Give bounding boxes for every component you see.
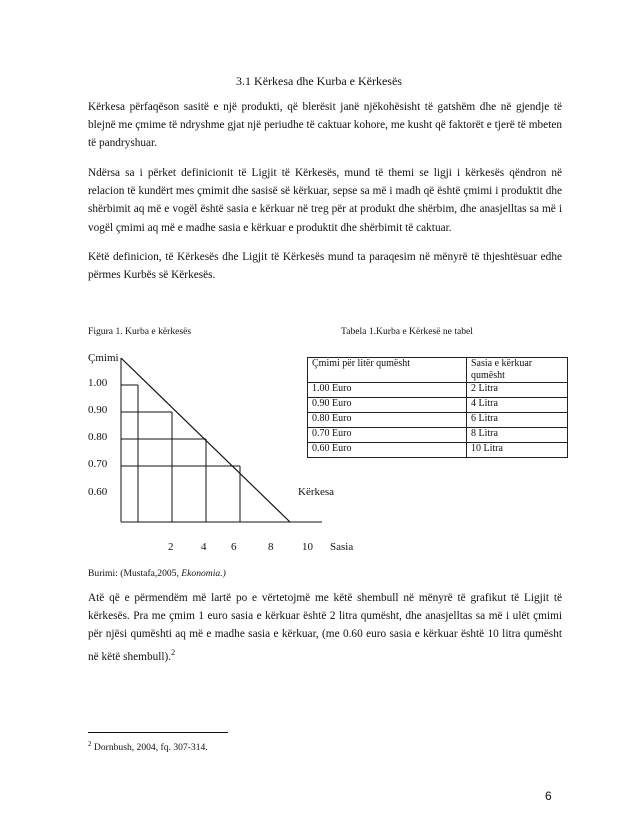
table-row <box>308 398 568 413</box>
series-label: Kërkesa <box>298 486 335 498</box>
table-cell: 0.90 Euro <box>308 398 467 413</box>
y-tick-label: 0.70 <box>88 458 108 470</box>
closing-text: Atë që e përmendëm më lartë po e vërtetojmë me këtë shembull në mënyrë të grafikut të Ligjit të kërkesës. Pra me çmim 1 euro sasia e kërkuar është 2 litra qumësht, dhe anasjelltas sa më i ulët çmimi për njësi qumështi aq më e madhe sasia e kërkuar, (me 0.60 euro sasia e kërkuar është 10 litra qumësht në këtë shembull). <box>88 592 562 663</box>
figure-caption: Figura 1. Kurba e kërkesës <box>88 326 192 337</box>
y-tick-label: 0.90 <box>88 404 108 416</box>
table-cell: 2 Litra <box>467 383 568 398</box>
footnote-number: 2 <box>88 740 92 748</box>
table-cell: 8 Litra <box>467 428 568 443</box>
footnote <box>88 740 208 753</box>
footnote-reference: 2 <box>171 647 176 657</box>
table-row <box>308 383 568 398</box>
table-row <box>308 428 568 443</box>
table-cell: 1.00 Euro <box>308 383 467 398</box>
paragraph-definition: Kërkesa përfaqëson sasitë e një produkti, që blerësit janë njëkohësisht të gatshëm dhe në gjendje të blejnë me çmime të ndryshme gjat një periudhe të caktuar kohore, me kusht që faktorët e tjerë të mbeten të pandryshuar. <box>88 101 562 150</box>
table-header: Çmimi për litër qumësht <box>308 358 467 383</box>
table-cell: 0.70 Euro <box>308 428 467 443</box>
y-tick-label: 0.60 <box>88 486 108 498</box>
table-cell: 0.80 Euro <box>308 413 467 428</box>
x-tick-label: 10 <box>302 541 313 553</box>
section-heading: 3.1 Kërkesa dhe Kurba e Kërkesës <box>236 74 402 88</box>
x-tick-label: 8 <box>268 541 274 553</box>
table-cell: 6 Litra <box>467 413 568 428</box>
x-tick-label: 4 <box>201 541 207 553</box>
page-number: 6 <box>545 789 552 803</box>
figure-source <box>88 568 226 579</box>
y-tick-label: 0.80 <box>88 431 108 443</box>
table-caption: Tabela 1.Kurba e Kërkesë ne tabel <box>341 326 473 337</box>
table-header-row <box>308 358 568 383</box>
demand-table <box>307 357 568 458</box>
source-italic: Ekonomia.) <box>181 568 226 579</box>
table-row <box>308 413 568 428</box>
paragraph-law-of-demand: Ndërsa sa i përket definicionit të Ligjit të Kërkesës, mund të themi se ligji i kërkesës qëndron në relacion të kundërt mes çmimit dhe sasisë së kërkuar, sepse sa më i madh që është çmimi i produktit dhe shërbimit aq më e vogël është sasia e kërkuar në treg për at produkt dhe shërbim, dhe anasjelltas sa më i vogël çmimi aq më e madhe sasia e kërkuar e produktit dhe shërbimit të caktuar. <box>88 167 562 234</box>
table-cell: 4 Litra <box>467 398 568 413</box>
table-cell: 10 Litra <box>467 443 568 458</box>
x-tick-label: 2 <box>168 541 174 553</box>
paragraph-curve-intro: Këtë definicion, të Kërkesës dhe Ligjit të Kërkesës mund ta paraqesim në mënyrë të thjeshtësuar edhe përmes Kurbës së Kërkesës. <box>88 251 562 282</box>
paragraph-closing <box>88 589 562 666</box>
source-text: (Mustafa,2005, <box>120 568 179 579</box>
x-axis-label: Sasia <box>330 541 354 553</box>
footnote-text: Dornbush, 2004, fq. 307-314. <box>93 742 208 754</box>
y-axis-label: Çmimi <box>88 352 119 364</box>
source-label: Burimi: <box>88 568 118 579</box>
table-row <box>308 443 568 458</box>
y-tick-label: 1.00 <box>88 377 108 389</box>
chart-grid <box>121 385 240 522</box>
table-header: Sasia e kërkuar qumësht <box>467 358 568 383</box>
footnote-separator <box>88 732 228 733</box>
table-cell: 0.60 Euro <box>308 443 467 458</box>
x-tick-label: 6 <box>231 541 237 553</box>
